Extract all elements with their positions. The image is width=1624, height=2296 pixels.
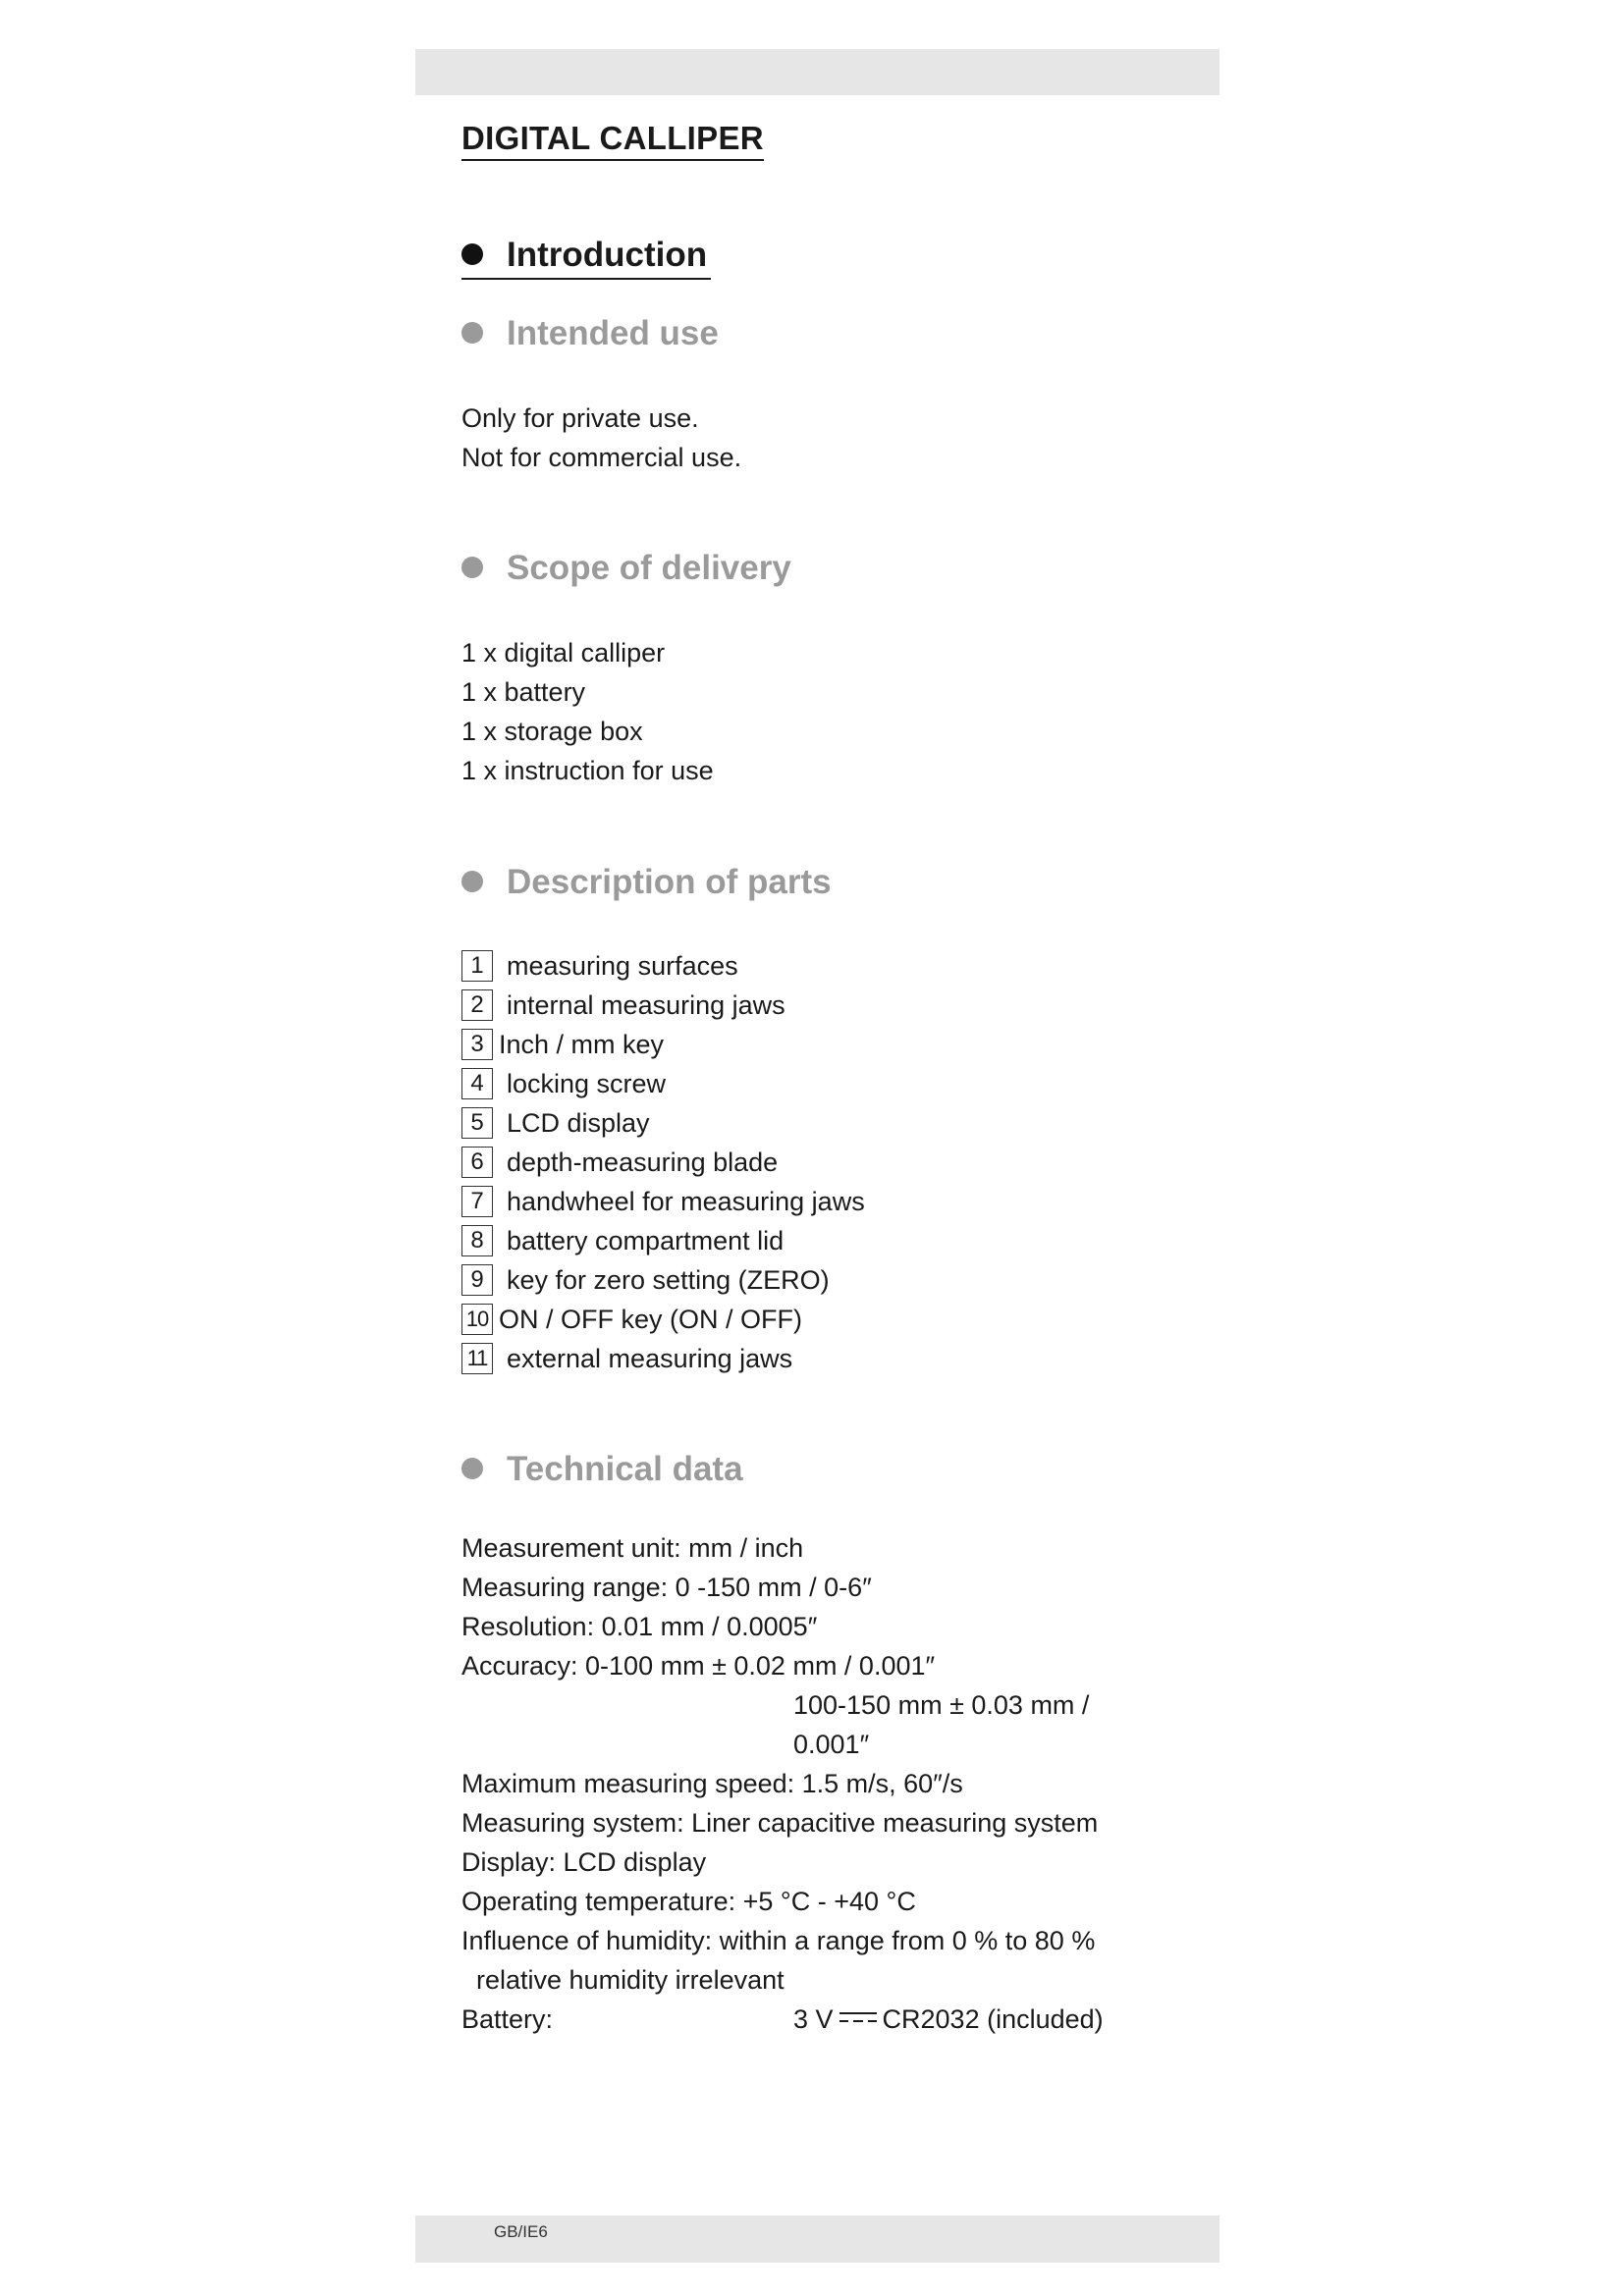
spec-humidity-cont: relative humidity irrelevant bbox=[476, 1965, 785, 1995]
part-item bbox=[461, 1103, 865, 1143]
text-line: Only for private use. bbox=[461, 403, 699, 433]
spec-unit: Measurement unit: mm / inch bbox=[461, 1533, 804, 1563]
part-label: ON / OFF key (ON / OFF) bbox=[499, 1305, 802, 1334]
part-number: 9 bbox=[461, 1264, 493, 1296]
parts-heading bbox=[461, 863, 832, 902]
technical-data-list bbox=[461, 1528, 1104, 2039]
intended-use-heading-text: Intended use bbox=[507, 314, 719, 352]
part-item bbox=[461, 1025, 865, 1064]
part-label: measuring surfaces bbox=[507, 951, 738, 981]
spec-system: Measuring system: Liner capacitive measuring system bbox=[461, 1808, 1099, 1838]
technical-data-heading-text: Technical data bbox=[507, 1450, 743, 1488]
part-label: internal measuring jaws bbox=[507, 990, 785, 1020]
technical-data-heading bbox=[461, 1450, 743, 1489]
list-item: 1 x battery bbox=[461, 677, 586, 707]
part-label: key for zero setting (ZERO) bbox=[507, 1265, 830, 1295]
intended-use-heading bbox=[461, 314, 719, 353]
chapter-heading bbox=[461, 236, 711, 280]
part-label: Inch / mm key bbox=[499, 1030, 665, 1059]
bullet-icon bbox=[461, 243, 483, 265]
spec-resolution: Resolution: 0.01 mm / 0.0005″ bbox=[461, 1612, 818, 1641]
bullet-icon bbox=[461, 322, 483, 344]
part-label: external measuring jaws bbox=[507, 1344, 793, 1373]
part-label: LCD display bbox=[507, 1108, 650, 1138]
spec-battery-value bbox=[793, 2000, 1104, 2039]
page-footer: GB/IE6 bbox=[494, 2222, 548, 2241]
list-item: 1 x digital calliper bbox=[461, 638, 666, 667]
part-item bbox=[461, 1143, 865, 1182]
spec-speed: Maximum measuring speed: 1.5 m/s, 60″/s bbox=[461, 1769, 963, 1798]
parts-heading-text: Description of parts bbox=[507, 863, 832, 901]
part-number: 11 bbox=[461, 1343, 493, 1374]
part-number: 5 bbox=[461, 1107, 493, 1139]
spec-range: Measuring range: 0 -150 mm / 0-6″ bbox=[461, 1573, 872, 1602]
part-item bbox=[461, 1221, 865, 1260]
part-number: 6 bbox=[461, 1147, 493, 1178]
part-number: 4 bbox=[461, 1068, 493, 1099]
part-item bbox=[461, 1339, 865, 1378]
scope-of-delivery-heading-text: Scope of delivery bbox=[507, 549, 791, 587]
spec-accuracy-cont: 0.001″ bbox=[793, 1730, 870, 1759]
part-label: depth-measuring blade bbox=[507, 1148, 779, 1177]
spec-display: Display: LCD display bbox=[461, 1847, 707, 1877]
scope-of-delivery-list bbox=[461, 633, 714, 790]
part-number: 8 bbox=[461, 1225, 493, 1256]
list-item: 1 x storage box bbox=[461, 717, 643, 746]
part-item bbox=[461, 986, 865, 1025]
bullet-icon bbox=[461, 871, 483, 892]
dc-current-icon bbox=[839, 2010, 877, 2024]
spec-humidity: Influence of humidity: within a range from 0 % to 80 % bbox=[461, 1926, 1096, 1955]
part-number: 7 bbox=[461, 1186, 493, 1217]
spec-accuracy: Accuracy: 0-100 mm ± 0.02 mm / 0.001″ bbox=[461, 1651, 936, 1681]
parts-list bbox=[461, 946, 865, 1378]
part-label: handwheel for measuring jaws bbox=[507, 1187, 865, 1216]
part-item bbox=[461, 946, 865, 986]
spec-battery-label: Battery: bbox=[461, 2004, 554, 2034]
spec-temperature: Operating temperature: +5 °C - +40 °C bbox=[461, 1887, 916, 1916]
spec-battery bbox=[461, 2000, 1104, 2039]
scope-of-delivery-heading bbox=[461, 549, 791, 588]
list-item: 1 x instruction for use bbox=[461, 756, 714, 785]
part-label: locking screw bbox=[507, 1069, 667, 1098]
part-number: 3 bbox=[461, 1029, 493, 1060]
part-item bbox=[461, 1064, 865, 1103]
chapter-heading-text: Introduction bbox=[507, 236, 708, 274]
text-line: Not for commercial use. bbox=[461, 443, 742, 472]
part-number: 1 bbox=[461, 950, 493, 982]
header-bar bbox=[415, 49, 1219, 95]
part-label: battery compartment lid bbox=[507, 1226, 785, 1255]
battery-voltage: 3 V bbox=[793, 2004, 834, 2034]
part-number: 2 bbox=[461, 989, 493, 1021]
part-item bbox=[461, 1260, 865, 1300]
bullet-icon bbox=[461, 1458, 483, 1479]
part-number: 10 bbox=[461, 1304, 493, 1335]
part-item bbox=[461, 1182, 865, 1221]
intended-use-text bbox=[461, 399, 741, 477]
battery-type: CR2032 (included) bbox=[882, 2004, 1104, 2034]
document-title: DIGITAL CALLIPER bbox=[461, 121, 764, 161]
bullet-icon bbox=[461, 557, 483, 578]
part-item bbox=[461, 1300, 865, 1339]
spec-accuracy-cont: 100-150 mm ± 0.03 mm / bbox=[793, 1690, 1090, 1720]
